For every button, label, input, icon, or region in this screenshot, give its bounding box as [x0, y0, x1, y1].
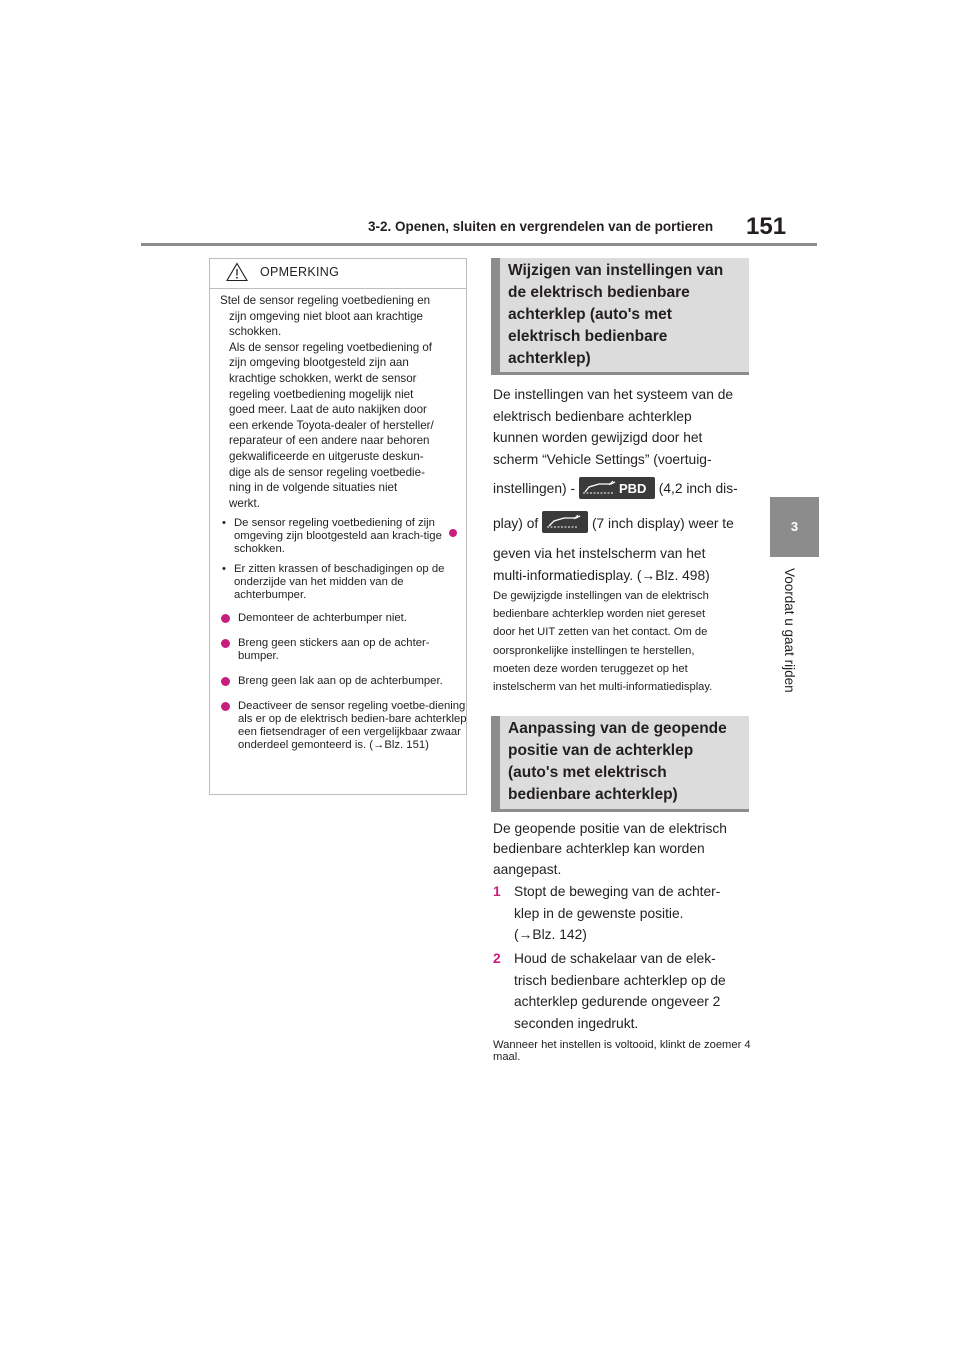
- item-text: Deactiveer de sensor regeling voetbe-diening als er op de elektrisch bedien-bare achterklep een fietsendrager of een vergelijkbaar zwaar onderdeel gemonteerd is. (→Blz. 151): [238, 700, 467, 752]
- settings-paragraph: [493, 384, 751, 586]
- para-line: De instellingen van het systeem van de: [493, 387, 734, 402]
- page-number: 151: [746, 213, 787, 240]
- warning-triangle-icon: [226, 262, 248, 282]
- section-heading-settings: Wijzigen van instellingen van de elektrisch bedienbare achterklep (auto's met elektrisch bedienbare achterklep): [491, 258, 749, 372]
- para-line: aangepast.: [493, 861, 562, 877]
- para-line: kunnen worden gewijzigd door het: [493, 430, 703, 446]
- icon-label: PBD: [618, 480, 647, 496]
- step-text: [514, 948, 753, 1034]
- notice-heading: OPMERKING: [260, 265, 340, 279]
- step-line: (→Blz. 142): [514, 927, 587, 943]
- notice-bullets: [220, 517, 458, 602]
- final-note: Wanneer het instellen is voltooid, klinkt de zoemer 4 maal.: [493, 1039, 751, 1063]
- para-line: scherm “Vehicle Settings” (voertuig-: [493, 451, 712, 467]
- list-item: [220, 700, 470, 752]
- list-item: [220, 675, 470, 688]
- para-fragment: (7 inch display) weer te: [591, 515, 734, 531]
- chapter-title: Voordat u gaat rijden: [782, 568, 797, 693]
- notice-box: [209, 258, 467, 795]
- step-1: [493, 881, 753, 946]
- notice-line: Stel de sensor regeling voetbediening en: [220, 294, 431, 307]
- step-2: [493, 948, 753, 1034]
- para-line: [493, 478, 751, 500]
- para-fragment: (4,2 inch dis-: [658, 481, 738, 497]
- step-line: Houd de schakelaar van de elek-: [514, 951, 716, 966]
- notice-line: een erkende Toyota-dealer of hersteller/: [229, 418, 434, 432]
- header-rule: [141, 243, 817, 246]
- para-line: multi-informatiedisplay. (→Blz. 498): [493, 567, 710, 583]
- step-number: 1: [493, 884, 501, 899]
- notice-header: [210, 259, 466, 289]
- notice-line: zijn omgeving blootgesteld zijn aan: [229, 356, 409, 370]
- note-line: moeten deze worden teruggezet op het: [493, 662, 688, 675]
- bullet-dot-icon: [221, 677, 230, 686]
- bullet-dot-icon: [221, 639, 230, 648]
- settings-note: [493, 587, 751, 696]
- notice-line: regeling voetbediening mogelijk niet: [229, 387, 414, 401]
- para-line: elektrisch bedienbare achterklep: [493, 408, 692, 424]
- step-line: achterklep gedurende ongeveer 2: [514, 994, 721, 1010]
- item-text: Breng geen stickers aan op de achter-bumper.: [238, 637, 430, 663]
- item-text: Demonteer de achterbumper niet.: [238, 612, 407, 625]
- notice-items: [220, 612, 467, 752]
- note-line: oorspronkelijke instellingen te herstellen,: [493, 644, 695, 657]
- list-item: [220, 637, 470, 663]
- para-line: bedienbare achterklep kan worden: [493, 841, 705, 857]
- notice-line: krachtige schokken, werkt de sensor: [229, 371, 417, 385]
- car-pbd-icon: [579, 477, 655, 499]
- bullet-dot-icon: [221, 614, 230, 623]
- step-text: [514, 881, 753, 946]
- notice-body: [210, 289, 466, 752]
- para-line: geven via het instelscherm van het: [493, 546, 706, 562]
- bullet-dot-icon: [221, 702, 230, 711]
- note-line: door het UIT zetten van het contact. Om de: [493, 626, 708, 639]
- notice-line: goed meer. Laat de auto nakijken door: [229, 403, 427, 417]
- notice-line: werkt.: [229, 496, 260, 510]
- notice-line: reparateur of een andere naar behoren: [229, 434, 430, 448]
- section-title: 3-2. Openen, sluiten en vergrendelen van de portieren: [368, 219, 714, 234]
- step-line: Stopt de beweging van de achter-: [514, 884, 721, 899]
- note-line: instelscherm van het multi-informatiedisplay.: [493, 681, 713, 694]
- list-item: [220, 612, 470, 625]
- note-line: bedienbare achterklep worden niet gereset: [493, 608, 706, 621]
- step-line: klep in de gewenste positie.: [514, 905, 684, 921]
- step-number: 2: [493, 951, 501, 966]
- notice-line: zijn omgeving niet bloot aan krachtige: [229, 309, 423, 323]
- notice-line: schokken.: [229, 325, 282, 339]
- notice-line: ning in de volgende situaties niet: [229, 481, 398, 495]
- list-item: • Er zitten krassen of beschadigingen op de onderzijde van het midden van de achterbumper.: [220, 563, 466, 602]
- section-heading-open-position: Aanpassing van de geopende positie van de achterklep (auto's met elektrisch bedienbare achterklep): [491, 716, 749, 809]
- open-position-paragraph: [493, 819, 751, 880]
- para-line: [493, 513, 751, 535]
- item-text: Breng geen lak aan op de achterbumper.: [238, 675, 443, 688]
- note-line: De gewijzigde instellingen van de elektrisch: [493, 590, 709, 602]
- step-line: trisch bedienbare achterklep op de: [514, 972, 726, 988]
- notice-line: dige als de sensor regeling voetbedie-: [229, 465, 425, 479]
- para-fragment: instellingen) -: [493, 481, 576, 497]
- chapter-tab: 3: [770, 497, 819, 557]
- list-item: • De sensor regeling voetbediening of zijn omgeving zijn blootgesteld aan krach-tige schokken.: [220, 517, 466, 556]
- car-icon: [542, 511, 588, 533]
- para-fragment: play) of: [493, 515, 539, 531]
- notice-intro: [220, 293, 463, 511]
- para-line: De geopende positie van de elektrisch: [493, 821, 727, 836]
- notice-line: gekwalificeerde en uitgeruste deskun-: [229, 449, 424, 463]
- notice-line: Als de sensor regeling voetbediening of: [229, 340, 433, 354]
- step-line: seconden ingedrukt.: [514, 1015, 639, 1031]
